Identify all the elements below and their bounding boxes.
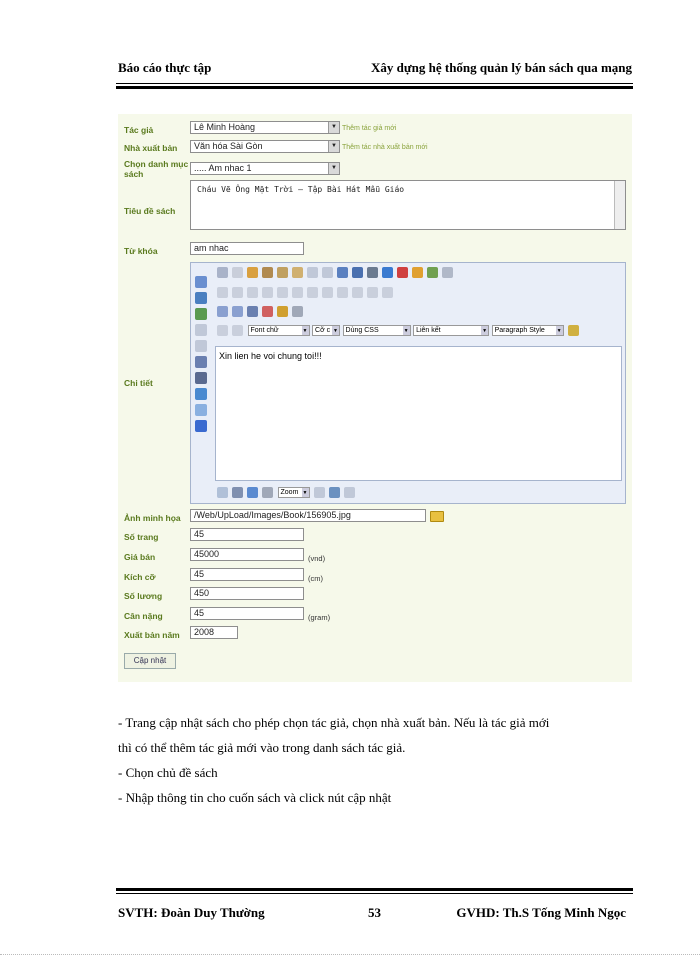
highlight-icon[interactable] [232,325,243,336]
header-rule-thick [116,86,633,89]
tool-icon[interactable] [262,306,273,317]
font-color-icon[interactable] [217,325,228,336]
editor-side-toolbar [193,273,211,436]
tool-icon[interactable] [217,306,228,317]
update-button[interactable]: Cập nhật [124,653,176,669]
pages-label: Số trang [124,532,159,542]
tool-icon[interactable] [262,487,273,498]
page-number: 53 [368,905,381,920]
price-unit: (vnd) [308,554,326,563]
add-author-link[interactable]: Thêm tác giả mới [342,125,397,132]
footer-advisor: GVHD: Th.S Tống Minh Ngọc [456,905,626,920]
page-header [118,60,632,78]
size-select[interactable]: Cỡ c ▼ [312,325,340,336]
form-screenshot [118,114,632,682]
publisher-label: Nhà xuất bản [124,143,178,153]
category-label: Chọn danh mục sách [124,159,189,179]
title-label: Tiêu đề sách [124,206,176,216]
price-label: Giá bán [124,552,156,562]
table-icon[interactable] [352,267,363,278]
editor-tool-icon[interactable] [195,292,207,304]
keyword-input[interactable]: am nhac [190,242,304,255]
rich-text-editor [190,262,626,504]
weight-input[interactable]: 45 [190,607,304,620]
tool-icon[interactable] [232,306,243,317]
editor-tool-icon[interactable] [195,276,207,288]
editor-tool-icon[interactable] [195,356,207,368]
image-icon[interactable] [337,267,348,278]
editor-tool-icon[interactable] [195,404,207,416]
tool-icon[interactable] [277,267,288,278]
page-footer [118,905,632,923]
paste-icon[interactable] [292,267,303,278]
weight-label: Cân nặng [124,611,163,621]
chevron-down-icon: ▼ [328,122,339,133]
editor-tool-icon[interactable] [195,308,207,320]
tool-icon[interactable] [344,487,355,498]
tool-icon[interactable] [329,487,340,498]
tool-icon[interactable] [397,267,408,278]
tool-icon[interactable] [314,487,325,498]
align-center-icon[interactable] [292,287,303,298]
page-edge [0,954,700,955]
publisher-select[interactable]: Văn hóa Sài Gòn ▼ [190,140,340,153]
tool-icon[interactable] [262,267,273,278]
italic-icon[interactable] [232,287,243,298]
body-line: - Trang cập nhật sách cho phép chọn tác giả, chọn nhà xuất bản. Nếu là tác giả mới [118,715,550,730]
editor-toolbar-row-1 [215,265,455,281]
paragraph-style-select[interactable]: Paragraph Style ▼ [492,325,564,336]
editor-toolbar-row-3 [215,304,305,320]
category-select[interactable]: ..... Am nhac 1 ▼ [190,162,340,175]
tool-icon[interactable] [568,325,579,336]
qty-input[interactable]: 450 [190,587,304,600]
tool-icon[interactable] [262,287,273,298]
title-textarea[interactable]: Cháu Vẽ Ông Mặt Trời – Tập Bài Hát Mẫu Giáo [190,180,626,230]
body-line: - Chọn chủ đề sách [118,765,218,780]
align-right-icon[interactable] [307,287,318,298]
find-icon[interactable] [217,267,228,278]
add-publisher-link[interactable]: Thêm tác nhà xuất bản mới [342,144,428,151]
list-icon[interactable] [337,287,348,298]
design-mode-icon[interactable] [217,487,228,498]
tool-icon[interactable] [277,306,288,317]
tool-icon[interactable] [247,267,258,278]
footer-rule-thick [116,888,633,891]
detail-label: Chi tiết [124,378,153,388]
header-rule [116,83,633,84]
tool-icon[interactable] [367,267,378,278]
year-input[interactable]: 2008 [190,626,238,639]
size-input[interactable]: 45 [190,568,304,581]
keyword-label: Từ khóa [124,246,158,256]
size-label: Kích cỡ [124,572,156,582]
header-right: Xây dựng hệ thống quản lý bán sách qua mạng [370,60,632,75]
underline-icon[interactable] [247,287,258,298]
editor-tool-icon[interactable] [195,388,207,400]
chevron-down-icon: ▼ [328,141,339,152]
html-mode-icon[interactable] [232,487,243,498]
tool-icon[interactable] [232,267,243,278]
editor-tool-icon[interactable] [195,340,207,352]
editor-tool-icon[interactable] [195,372,207,384]
indent-icon[interactable] [367,287,378,298]
tool-icon[interactable] [412,267,423,278]
editor-toolbar-row-4 [215,323,581,339]
undo-icon[interactable] [307,267,318,278]
author-label: Tác giả [124,125,154,135]
author-select[interactable]: Lê Minh Hoàng ▼ [190,121,340,134]
qty-label: Số lương [124,591,163,601]
image-path-input[interactable]: /Web/UpLoad/Images/Book/156905.jpg [190,509,426,522]
header-left: Báo cáo thực tập [118,60,212,75]
body-line: - Nhập thông tin cho cuốn sách và click nút cập nhật [118,790,392,805]
body-line: thì có thể thêm tác giả mới vào trong danh sách tác giả. [118,740,406,755]
bold-icon[interactable] [217,287,228,298]
size-unit: (cm) [308,574,323,583]
editor-content[interactable]: Xin lien he voi chung toi!!! [215,346,622,481]
css-select[interactable]: Dùng CSS ▼ [343,325,411,336]
pages-input[interactable]: 45 [190,528,304,541]
redo-icon[interactable] [322,267,333,278]
textarea-scrollbar[interactable] [614,181,625,229]
year-label: Xuất bản năm [124,630,180,640]
link-select[interactable]: Liên kết ▼ [413,325,489,336]
list-icon[interactable] [352,287,363,298]
tool-icon[interactable] [292,306,303,317]
tool-icon[interactable] [427,267,438,278]
image-label: Ảnh minh họa [124,513,181,523]
footer-rule [116,893,633,894]
editor-toolbar-row-2 [215,285,395,301]
tool-icon[interactable] [247,487,258,498]
tool-icon[interactable] [382,267,393,278]
editor-tool-icon[interactable] [195,420,207,432]
font-select[interactable]: Font chữ ▼ [248,325,310,336]
align-left-icon[interactable] [277,287,288,298]
footer-student: SVTH: Đoàn Duy Thường [118,905,265,920]
zoom-select[interactable]: Zoom ▼ [278,487,310,498]
weight-unit: (gram) [308,613,331,622]
price-input[interactable]: 45000 [190,548,304,561]
tool-icon[interactable] [247,306,258,317]
outdent-icon[interactable] [382,287,393,298]
editor-tool-icon[interactable] [195,324,207,336]
justify-icon[interactable] [322,287,333,298]
tool-icon[interactable] [442,267,453,278]
chevron-down-icon: ▼ [328,163,339,174]
editor-bottom-bar [215,485,357,499]
body-text [118,710,638,810]
folder-icon[interactable] [430,511,444,522]
